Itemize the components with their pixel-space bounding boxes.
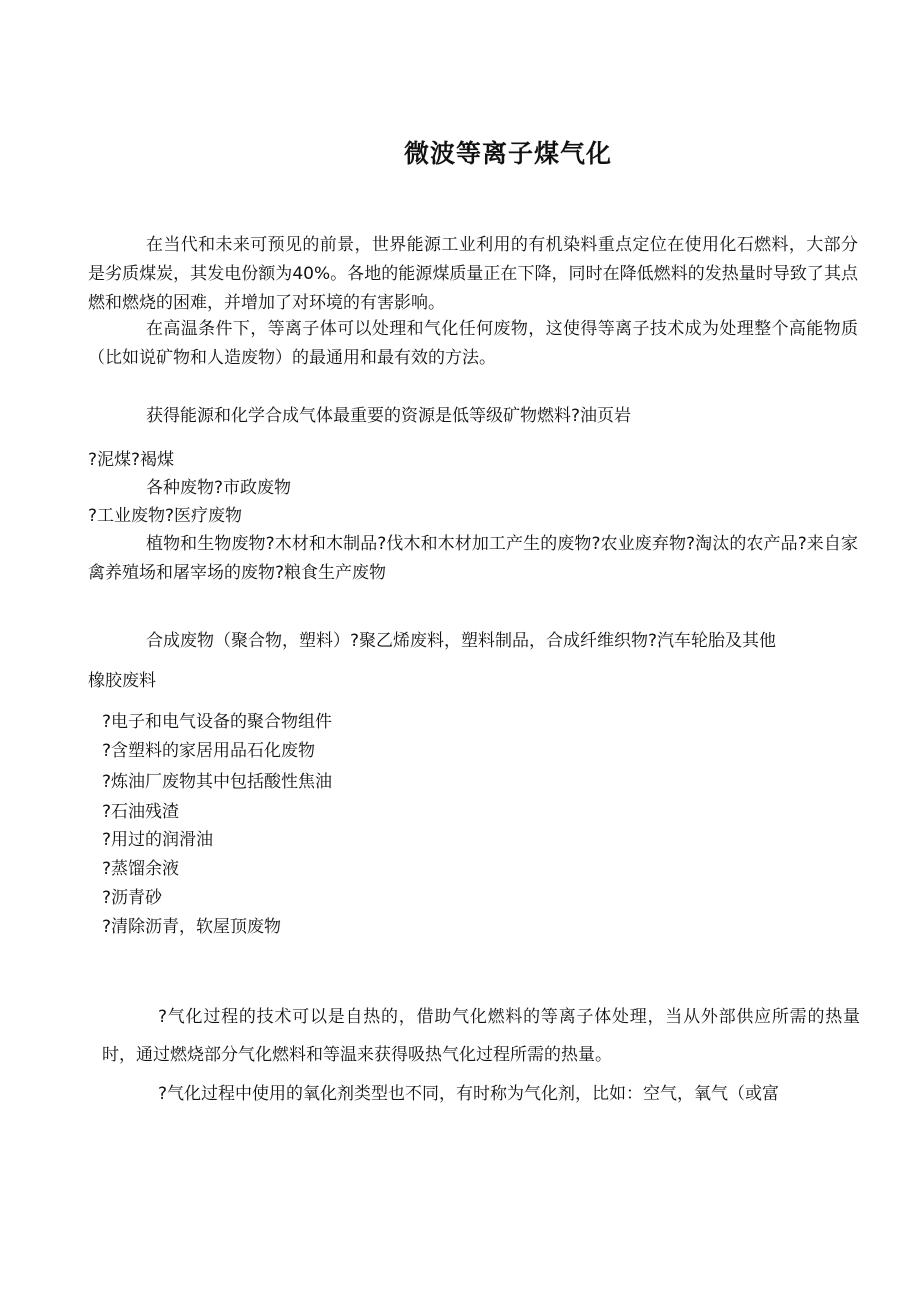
list-line-peat: ?泥煤?褐煤 <box>88 450 175 470</box>
list-line-waste: 各种废物?市政废物 <box>146 478 292 498</box>
paragraph-gasification-process: ?气化过程的技术可以是自热的，借助气化燃料的等离子体处理，当从外部供应所需的热量时，通过燃烧部分气化燃料和等温来获得吸热气化过程所需的热量。 <box>102 1007 860 1065</box>
paragraph-synthetic-line2: 橡胶废料 <box>88 671 156 691</box>
paragraph-resources: 获得能源和化学合成气体最重要的资源是低等级矿物燃料?油页岩 <box>146 406 632 426</box>
page-title: 微波等离子煤气化 <box>403 139 612 168</box>
list-item: ?炼油厂废物其中包括酸性焦油 <box>102 772 333 792</box>
paragraph-synthetic-line1: 合成废物（聚合物，塑料）?聚乙烯废料，塑料制品，合成纤维织物?汽车轮胎及其他 <box>146 631 777 651</box>
paragraph-oxidizer: ?气化过程中使用的氧化剂类型也不同，有时称为气化剂，比如：空气，氧气（或富 <box>158 1084 780 1104</box>
list-item: ?蒸馏余液 <box>102 859 180 879</box>
list-item: ?石油残渣 <box>102 802 180 822</box>
paragraph-biomass: 植物和生物废物?木材和木制品?伐木和木材加工产生的废物?农业废弃物?淘汰的农产品?来自家禽养殖场和屠宰场的废物?粮食生产废物 <box>88 534 858 583</box>
list-line-industrial: ?工业废物?医疗废物 <box>88 506 243 526</box>
paragraph-plasma: 在高温条件下，等离子体可以处理和气化任何废物，这使得等离子技术成为处理整个高能物质（比如说矿物和人造废物）的最通用和最有效的方法。 <box>88 319 858 368</box>
list-item: ?沥青砂 <box>102 888 163 908</box>
list-item: ?用过的润滑油 <box>102 830 214 850</box>
paragraph-intro: 在当代和未来可预见的前景，世界能源工业利用的有机染料重点定位在使用化石燃料，大部分是劣质煤炭，其发电份额为40%。各地的能源煤质量正在下降，同时在降低燃料的发热量时导致了其点燃和燃烧的困难，并增加了对环境的有害影响。 <box>88 235 858 313</box>
list-item: ?清除沥青，软屋顶废物 <box>102 917 282 937</box>
list-item: ?电子和电气设备的聚合物组件 <box>102 712 333 732</box>
list-item: ?含塑料的家居用品石化废物 <box>102 741 316 761</box>
